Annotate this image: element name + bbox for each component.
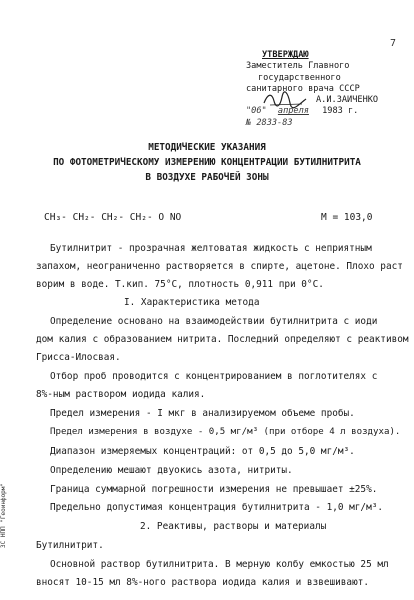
title-line-3: В ВОЗДУХЕ РАБОЧЕЙ ЗОНЫ [145,172,269,183]
text-line-13: Граница суммарной погрешности измерения не превышает ±25%. [50,484,378,495]
approval-date-year: 1983 г. [322,106,359,117]
chemical-formula: CH₃- CH₂- CH₂- CH₂- O NO [44,212,182,223]
approval-signature-row [246,95,406,106]
approval-date-month: апреля [277,106,309,117]
approval-date [246,106,406,117]
text-line-12: Определению мешают двуокись азота, нитриты. [50,465,293,476]
text-line-1: Бутилнитрит - прозрачная желтоватая жидкость с неприятным [50,243,372,254]
text-line-3: ворим в воде. Т.кип. 75°С, плотность 0,911 при 0°С. [36,279,324,290]
document-title [0,140,414,185]
text-line-9: Предел измерения - I мкг в анализируемом объеме пробы. [50,408,355,419]
margin-note: ЗС НПП "Геоинформ" [0,482,7,548]
section-heading-2: 2. Реактивы, растворы и материалы [140,521,327,532]
page-number: 7 [389,38,396,49]
approval-signatory: А.И.ЗАИЧЕНКО [316,95,379,106]
section-heading-1: I. Характеристика метода [124,297,260,308]
approval-number: № 2833-83 [246,117,293,128]
text-line-4: Определение основано на взаимодействии бутилнитрита с иоди [50,316,378,327]
approval-date-day: "06" [246,106,267,117]
approval-block [246,50,406,129]
text-line-15: Бутилнитрит. [36,540,104,551]
text-line-17: вносят 10-15 мл 8%-ного раствора иодида калия и взвешивают. [36,577,370,588]
text-line-14: Предельно допустимая концентрация бутилнитрита - 1,0 мг/м³. [50,502,384,513]
text-line-11: Диапазон измеряемых концентраций: от 0,5 до 5,0 мг/м³. [50,446,355,457]
text-line-6: Грисса-Илосвая. [36,352,121,363]
approval-line-3: санитарного врача СССР [246,83,360,94]
title-line-2: ПО ФОТОМЕТРИЧЕСКОМУ ИЗМЕРЕНИЮ КОНЦЕНТРАЦИИ БУТИЛНИТРИТА [53,157,361,168]
text-line-2: запахом, неограниченно растворяется в спирте, ацетоне. Плохо раст [36,261,403,272]
title-line-1: МЕТОДИЧЕСКИЕ УКАЗАНИЯ [148,142,266,153]
approval-line-1: Заместитель Главного [246,61,350,72]
approval-line-2: государственного [258,72,341,83]
text-line-16: Основной раствор бутилнитрита. В мерную колбу емкостью 25 мл [50,559,389,570]
text-line-5: дом калия с образованием нитрита. Последний определяют с реактивом [36,334,409,345]
approval-title: УТВЕРЖДАЮ [262,50,309,60]
molar-mass: M = 103,0 [321,212,373,223]
text-line-7: Отбор проб проводится с концентрированием в поглотителях с [50,371,378,382]
text-line-8: 8%-ным раствором иодида калия. [36,389,206,400]
text-line-10: Предел измерения в воздухе - 0,5 мг/м³ (при отборе 4 л воздуха). [50,427,401,437]
